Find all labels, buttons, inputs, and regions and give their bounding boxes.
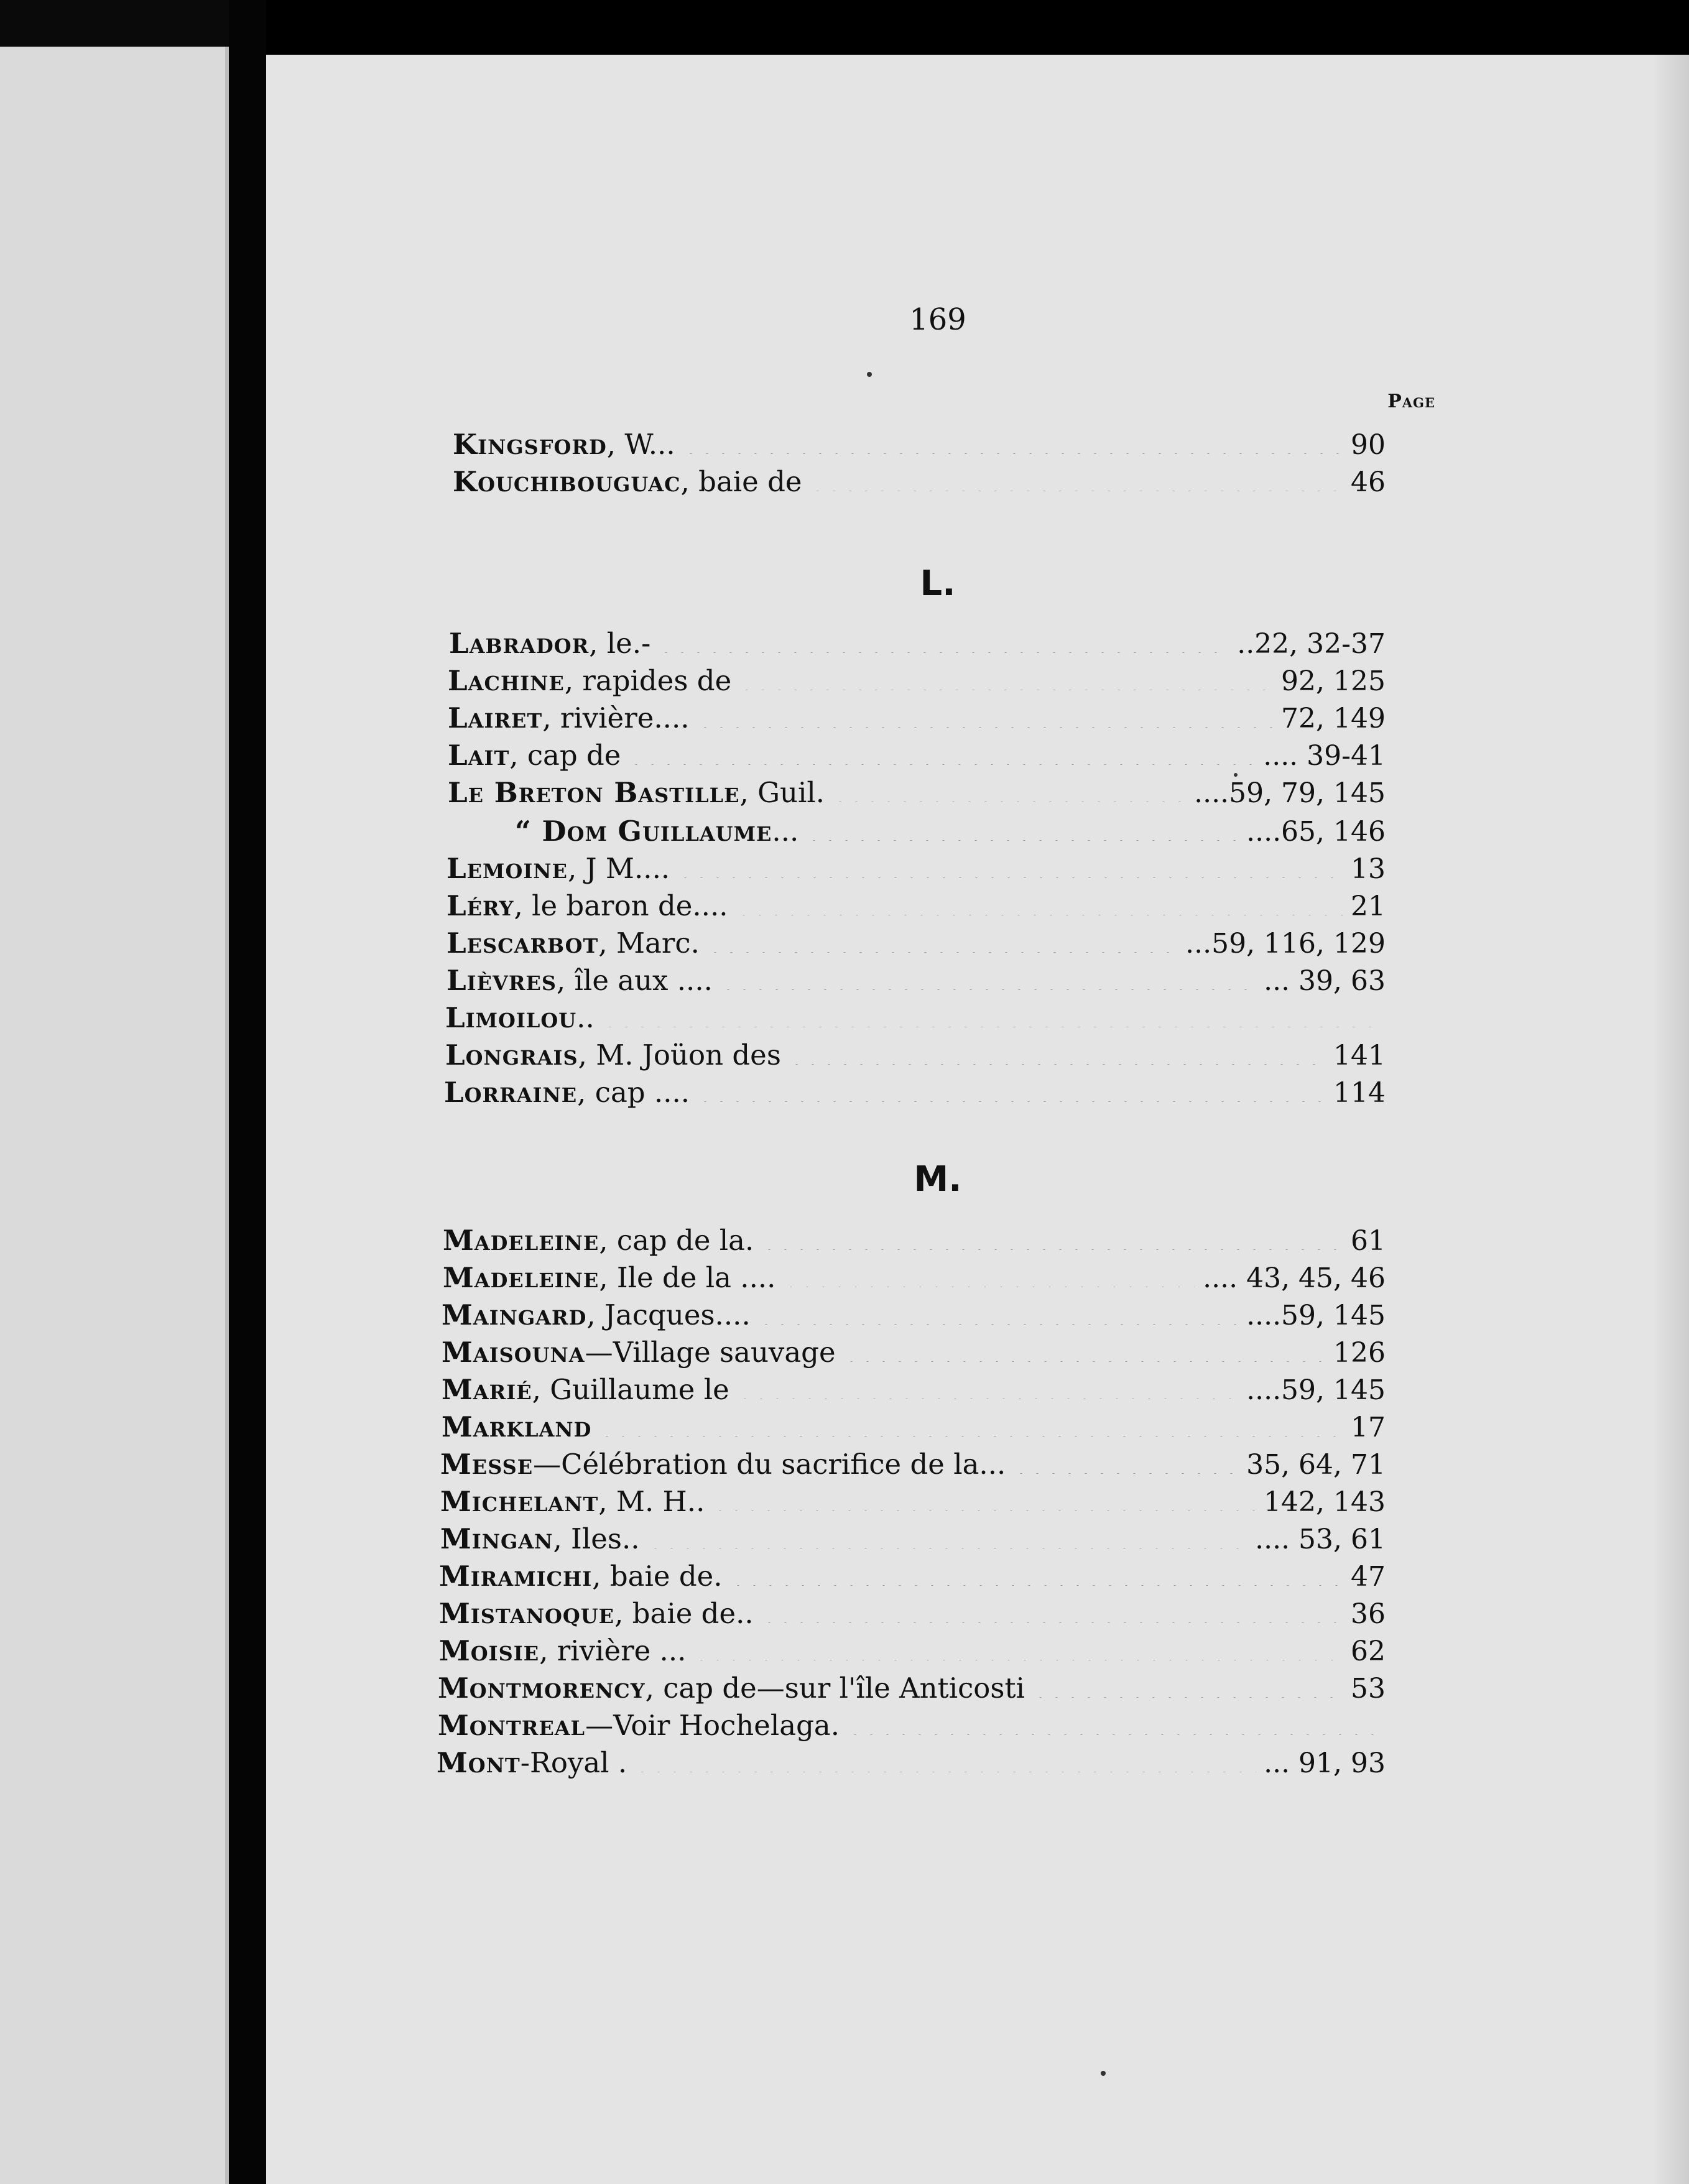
page-speck [1101,2071,1106,2076]
entry-pages: 126 [1333,1337,1386,1369]
index-entry [448,739,1386,772]
entry-term [442,1298,751,1331]
entry-detail: , cap .... [577,1076,690,1109]
index-entry [442,1336,1386,1369]
entry-head: Lait [448,739,510,772]
entry-head: Michelant [440,1485,599,1518]
index-entry [453,428,1386,461]
dot-leader [832,784,1187,802]
entry-pages: .... 43, 45, 46 [1203,1262,1386,1294]
entry-term [438,1709,840,1742]
entry-pages: ... 39, 63 [1264,965,1386,997]
entry-detail: , rapides de [564,664,732,697]
entry-term [443,1224,754,1257]
section-letter-m: M. [914,1159,962,1200]
entry-term [447,889,728,922]
entry-detail: , cap de la. [599,1224,754,1257]
index-entry [443,1224,1386,1257]
dot-leader [697,709,1274,728]
dot-leader [847,1716,1378,1735]
dot-leader [730,1567,1343,1586]
dot-leader [697,1083,1326,1102]
entry-pages: 61 [1351,1225,1386,1257]
entry-head: Lairet [448,701,543,734]
entry-pages: 47 [1351,1561,1386,1593]
entry-head: Limoilou [445,1001,577,1034]
index-entry [442,1373,1386,1406]
entry-pages: ....59, 145 [1246,1374,1386,1406]
index-entry [442,1298,1386,1331]
dot-leader [736,897,1343,915]
index-entry [445,1001,1386,1034]
index-entry [437,1746,1386,1779]
entry-term [448,701,690,734]
facing-page-top-shadow [0,0,229,47]
entry-term [442,1373,729,1406]
entry-pages: 90 [1351,429,1386,461]
entry-head: Maingard [442,1298,587,1331]
entry-pages: ....59, 79, 145 [1194,777,1386,809]
entry-pages: 17 [1351,1412,1386,1443]
index-entry [448,701,1386,734]
index-entry [447,964,1386,997]
index-entry [443,1261,1386,1294]
index-entry [447,889,1386,922]
entry-head: Kouchibouguac [453,465,681,498]
dot-leader [810,473,1343,491]
entry-pages: ....59, 145 [1246,1300,1386,1331]
index-entry [439,1560,1386,1593]
entry-term [515,815,798,848]
entry-head: Miramichi [439,1560,593,1593]
entry-pages: 13 [1351,853,1386,885]
entry-term [445,1001,595,1034]
entry-head: Léry [447,889,514,922]
entry-term [447,964,713,997]
entry-pages: 46 [1351,466,1386,498]
entry-detail: , M. H.. [598,1485,705,1518]
entry-detail: —Village sauvage [585,1336,836,1369]
entry-head: Labrador [449,627,590,660]
facing-page-edge [0,47,229,2184]
entry-term [440,1448,1006,1481]
dot-leader [634,1754,1256,1772]
index-entry [448,776,1386,809]
entry-pages: 142, 143 [1264,1486,1386,1518]
index-entry [515,815,1386,848]
entry-term [440,1522,640,1555]
entry-term [440,1485,705,1518]
entry-term [443,1261,775,1294]
entry-detail: , Guillaume le [532,1373,729,1406]
dot-leader [720,971,1256,990]
entry-detail: , Guil. [739,776,825,809]
entry-detail: , M. Joüon des [578,1039,781,1071]
index-entry [440,1522,1386,1555]
entry-pages: .... 39-41 [1263,740,1386,772]
dot-leader [761,1231,1343,1250]
dot-leader [647,1530,1248,1548]
entry-pages: ...59, 116, 129 [1185,928,1386,960]
dot-leader [783,1269,1195,1287]
entry-detail: .. [576,1001,595,1034]
entry-pages: 62 [1351,1636,1386,1667]
section-letter-l: L. [920,563,956,604]
entry-term [439,1597,754,1630]
entry-term [442,1336,836,1369]
entry-detail: , Ile de la .... [599,1261,776,1294]
entry-head: Lescarbot [447,927,599,960]
entry-term [442,1410,591,1443]
entry-detail: , J M.... [567,852,670,885]
entry-head: Montmorency [438,1672,646,1705]
entry-term [447,927,700,960]
entry-detail: , baie de.. [614,1597,754,1630]
index-entry [448,664,1386,697]
index-entry [447,852,1386,885]
entry-head: Montreal [438,1709,586,1742]
entry-term [448,776,825,809]
index-entries [266,55,1689,2184]
entry-term [448,739,621,772]
entry-detail: , le baron de.... [514,889,728,922]
entry-head: Kingsford [453,428,607,461]
entry-detail: , île aux .... [556,964,713,997]
entry-detail: , baie de. [592,1560,723,1593]
entry-detail: , Iles.. [553,1522,640,1555]
entry-term [444,1076,690,1109]
entry-head: Longrais [445,1039,578,1071]
entry-head: Maisouna [442,1336,585,1369]
entry-head: Lorraine [444,1076,578,1109]
entry-pages: ... 91, 93 [1264,1747,1386,1779]
dot-leader [739,672,1274,690]
entry-head: Madeleine [443,1261,599,1294]
index-entry [444,1076,1386,1109]
entry-term [453,465,802,498]
dot-leader [693,1642,1343,1660]
entry-head: Messe [440,1448,534,1481]
dot-leader [677,859,1343,878]
entry-term [453,428,675,461]
entry-head: “ Dom Guillaume [515,815,772,848]
entry-detail: —Voir Hochelaga. [585,1709,840,1742]
entry-head: Le Breton Bastille [448,776,740,809]
entry-head: Madeleine [443,1224,599,1257]
dot-leader [1032,1679,1343,1698]
index-entry [438,1672,1386,1705]
dot-leader [761,1604,1343,1623]
index-page [266,55,1689,2184]
entry-pages: 36 [1351,1598,1386,1630]
entry-detail: —Célébration du sacrifice de la... [533,1448,1006,1481]
dot-leader [712,1492,1256,1511]
page-number: 169 [909,302,966,337]
entry-detail: , rivière ... [539,1634,687,1667]
index-entry [440,1448,1386,1481]
page-speck [867,372,872,377]
index-entry [439,1597,1386,1630]
entry-pages: ..22, 32-37 [1237,628,1386,660]
entry-pages: 141 [1333,1040,1386,1071]
dot-leader [599,1418,1343,1437]
entry-pages: 114 [1333,1077,1386,1109]
entry-pages: 35, 64, 71 [1246,1449,1386,1481]
entry-term [448,664,731,697]
dot-leader [806,822,1239,841]
entry-detail: , rivière.... [542,701,690,734]
dot-leader [683,435,1343,454]
page-column-label: Page [1387,391,1435,412]
index-entry [445,1039,1386,1071]
entry-term [449,627,650,660]
entry-detail: , Jacques.... [586,1298,751,1331]
entry-detail: , W... [606,428,675,461]
entry-term [439,1560,723,1593]
entry-term [445,1039,781,1071]
index-entry [440,1485,1386,1518]
index-entry [449,627,1386,660]
dot-leader [602,1009,1378,1027]
entry-detail: , Marc. [598,927,700,960]
dot-leader [1013,1455,1239,1474]
entry-head: Lachine [448,664,565,697]
entry-pages: .... 53, 61 [1255,1524,1386,1555]
entry-term [439,1634,686,1667]
index-entry [442,1410,1386,1443]
entry-pages: 21 [1351,891,1386,922]
index-entry [447,927,1386,960]
entry-detail: ... [772,815,799,848]
index-entry [439,1634,1386,1667]
entry-pages: 72, 149 [1281,703,1386,734]
entry-head: Lemoine [447,852,568,885]
entry-head: Marié [442,1373,532,1406]
page-speck [1234,773,1238,777]
dot-leader [707,934,1178,953]
entry-head: Lièvres [447,964,557,997]
dot-leader [737,1381,1239,1399]
entry-pages: ....65, 146 [1246,816,1386,848]
book-gutter [229,0,266,2184]
index-entry [438,1709,1386,1742]
entry-pages: 53 [1351,1673,1386,1705]
entry-head: Mont [437,1746,521,1779]
entry-head: Markland [442,1410,592,1443]
entry-head: Mingan [440,1522,553,1555]
entry-detail: , cap de [509,739,621,772]
dot-leader [628,746,1256,765]
index-entry [453,465,1386,498]
entry-detail: , cap de—sur l'île Anticosti [645,1672,1025,1705]
entry-term [447,852,670,885]
entry-detail: , le.- [589,627,651,660]
dot-leader [789,1046,1326,1065]
entry-head: Moisie [439,1634,540,1667]
entry-head: Mistanoque [439,1597,615,1630]
dot-leader [843,1343,1326,1362]
entry-detail: -Royal . [520,1746,627,1779]
dot-leader [658,634,1229,653]
dot-leader [758,1306,1239,1325]
entry-detail: , baie de [680,465,802,498]
entry-term [438,1672,1025,1705]
entry-pages: 92, 125 [1281,665,1386,697]
entry-term [437,1746,627,1779]
